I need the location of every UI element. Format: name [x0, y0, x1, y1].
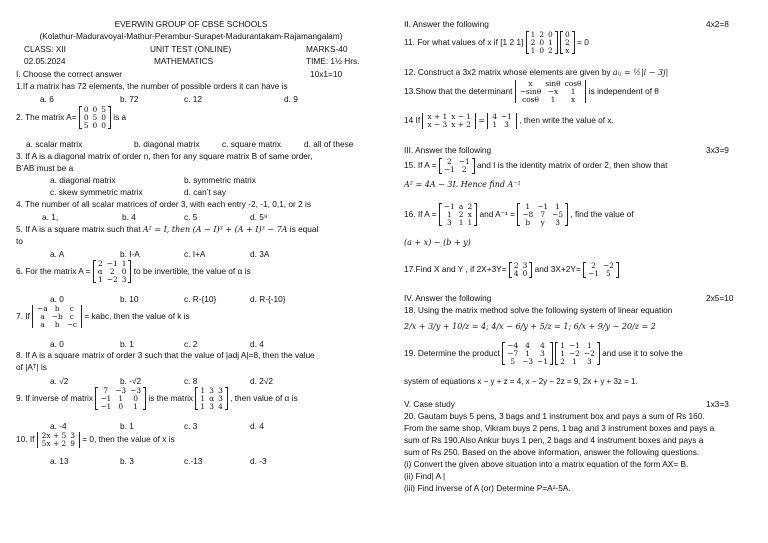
q16-line: [404, 203, 634, 226]
section-5-marks: 1x3=3: [706, 399, 729, 409]
q16-pre: 16. If A =: [404, 208, 437, 219]
q10-option-d: d. -3: [250, 456, 267, 466]
q6-option-c: c. R-{10}: [184, 294, 217, 304]
q4-text: 4. The number of all scalar matrices of order 3, with each entry -2, -1, 0,1, or 2 is: [16, 199, 311, 209]
section-2-title: II. Answer the following: [404, 19, 489, 29]
q20-line3: sum of Rs 190.Also Ankur buys 1 pen, 2 bags and 4 instrument boxes and pays a: [404, 435, 704, 445]
q2-pre: 2. The matrix A=: [16, 111, 77, 122]
q17-matrix-2: 2 −2 −1 5: [583, 262, 619, 278]
q10-post: = 0, then the value of x is: [82, 433, 175, 444]
q9-post: , then value of α is: [230, 392, 298, 403]
q11-post: = 0: [577, 36, 589, 47]
q3-line2: B’AB must be a: [16, 163, 74, 173]
q2-option-d: d. all of these: [304, 139, 354, 149]
q2-option-c: c. square matrix: [222, 139, 282, 149]
q6-post: to be invertible, the value of α is: [133, 265, 251, 276]
q17-matrix-1: 2 3 4 0: [509, 262, 532, 278]
q7-option-a: a. 0: [50, 339, 64, 349]
q5-post: is equal: [289, 224, 319, 234]
q20-part-iii: (iii) Find inverse of A (or) Determine P=A²-5A.: [404, 483, 571, 493]
school-name: EVERWIN GROUP OF CBSE SCHOOLS: [114, 19, 268, 29]
q9-option-b: b. 1: [120, 421, 134, 431]
q12-math: aᵢⱼ = ½|i − 3j|: [612, 68, 669, 77]
q15-post: and I is the identity matrix of order 2, then show that: [476, 159, 668, 170]
q4-option-a: a. 1,: [42, 212, 59, 222]
q6-line: [16, 260, 251, 283]
q14-determinant-2: 4 −1 1 3: [487, 113, 517, 129]
q7-option-b: b. 1: [120, 339, 134, 349]
q15-line2: A² = 4A − 3I. Hence find A⁻¹: [404, 180, 521, 189]
q6-matrix: 2 −1 1 α 2 0 1 −2 3: [93, 260, 132, 283]
q16-mid: and A⁻¹ =: [479, 208, 515, 219]
q18-equations: 2/x + 3/y + 10/z = 4; 4/x − 6/y + 5/z = 1; 6/x + 9/y − 20/z = 2: [404, 322, 656, 331]
q11-pre: 11. For what values of x if [1 2 1]: [404, 36, 524, 47]
q14-determinant-1: x + 1 x − 1 x − 3 x + 2: [422, 113, 476, 129]
q20-line2: From the same shop, Vikram buys 2 pens, 1 bag and 3 instrument boxes and pays a: [404, 423, 715, 433]
section-3-title: III. Answer the following: [404, 145, 492, 155]
q11-vector: 0 2 x: [560, 31, 575, 54]
q17-pre: 17.Find X and Y , if 2X+3Y=: [404, 263, 507, 274]
q3-line1: 3. If A is a diagonal matrix of order n, then for any square matrix B of same order,: [16, 151, 313, 161]
q19-matrix-1: −4 4 4 −7 1 3 5 −3 −1: [502, 342, 553, 365]
q9-matrix-1: 7 −3 −3 −1 1 0 −1 0 1: [95, 387, 146, 410]
q5-option-d: d. 3A: [250, 249, 270, 259]
section-5-title: V. Case study: [404, 399, 455, 409]
q17-mid: and 3X+2Y=: [534, 263, 581, 274]
q3-option-d: d. can’t say: [184, 187, 226, 197]
q9-matrix-2: 1 3 3 1 α 3 1 3 4: [195, 387, 227, 410]
q20-line1: 20. Gautam buys 5 pens, 3 bags and 1 instrument box and pays a sum of Rs 160.: [404, 411, 705, 421]
test-label: UNIT TEST (ONLINE): [150, 44, 232, 54]
q5-option-b: b. I-A: [120, 249, 140, 259]
date-label: 02.05.2024: [24, 56, 66, 66]
q12-text: 12. Construct a 3x2 matrix whose elements are given by: [404, 67, 611, 77]
q19-line: [404, 342, 683, 365]
q1-option-c: c. 12: [184, 94, 202, 104]
section-4-title: IV. Answer the following: [404, 293, 492, 303]
q8-line2: of |Aᵀ| is: [16, 362, 47, 372]
q16-line2: (a + x) − (b + y): [404, 238, 471, 247]
q15-matrix: 2 −1 −1 2: [439, 158, 475, 174]
q9-option-d: d. 4: [250, 421, 264, 431]
q11-line: [404, 31, 589, 54]
q4-option-d: d. 5⁹: [250, 212, 268, 222]
time-label: TIME: 1½ Hrs.: [306, 56, 360, 66]
q10-line: [16, 432, 175, 448]
q1-option-a: a. 6: [40, 94, 54, 104]
q10-determinant: 2x + 5 3 5x + 2 9: [37, 432, 80, 448]
q13-post: is independent of θ: [588, 85, 659, 96]
q6-pre: 6. For the matrix A =: [16, 265, 91, 276]
section-4-marks: 2x5=10: [706, 293, 734, 303]
branch-list: (Kolathur-Maduravoyal-Mathur-Perambur-Surapet-Madurantakam-Rajamangalam): [39, 31, 343, 41]
q19-line2: system of equations x − y + z = 4, x − 2y − 2z = 9, 2x + y + 3z = 1.: [404, 377, 638, 386]
q6-option-b: b. 10: [120, 294, 139, 304]
q9-pre: 9. If inverse of matrix: [16, 392, 94, 403]
marks-label: MARKS-40: [306, 44, 348, 54]
q1-text: 1.If a matrix has 72 elements, the number of possible orders it can have is: [16, 81, 288, 91]
q8-option-a: a. √2: [50, 376, 69, 386]
q5-pre: 5. If A is a square matrix such that: [16, 224, 141, 234]
section-1-title: I. Choose the correct answer: [16, 69, 123, 79]
q5-line1: [16, 225, 318, 235]
q17-line: [404, 262, 619, 278]
q20-part-i: (i) Convert the given above situation into a matrix equation of the form AX= B.: [404, 459, 689, 469]
class-label: CLASS: XII: [24, 44, 66, 54]
q2-matrix: 0 0 5 0 5 0 5 0 0: [79, 106, 111, 129]
q8-option-d: d. 2√2: [250, 376, 274, 386]
q2-line: [16, 106, 126, 129]
q8-option-c: c. 8: [184, 376, 198, 386]
q14-line: 14 If x + 1 x − 1 x − 3 x + 2 = 4 −1 1 3 , then write the value of x.: [404, 112, 614, 129]
q4-option-b: b. 4: [122, 212, 136, 222]
q8-line1: 8. If A is a square matrix of order 3 such that the value of |adj A|=8, then the value: [16, 350, 315, 360]
q9-mid: is the matrix: [148, 392, 194, 403]
q14-post: , then write the value of x.: [519, 114, 614, 125]
q1-option-b: b. 72: [120, 94, 139, 104]
q7-line: [16, 305, 190, 328]
q2-option-b: b. diagonal matrix: [134, 139, 200, 149]
q5-line2: to: [16, 236, 23, 246]
q10-option-b: b. 3: [120, 456, 134, 466]
subject-label: MATHEMATICS: [154, 56, 214, 66]
q3-option-c: c. skew symmetric matrix: [50, 187, 143, 197]
q16-matrix-a: −1 a 2 1 2 x 3 1 1: [439, 203, 477, 226]
q5-option-c: c. I+A: [184, 249, 206, 259]
q3-option-b: b. symmetric matrix: [184, 175, 256, 185]
q5-math: A² = I, then (A − I)³ + (A + I)³ − 7A: [142, 225, 288, 234]
q7-determinant: −a b c a −b c a b −c: [32, 305, 82, 328]
q16-matrix-inverse: 1 −1 1 −8 7 −5 b y 3: [517, 203, 568, 226]
q12-line: [404, 68, 668, 78]
q16-post: , find the value of: [570, 208, 634, 219]
q19-pre: 19. Determine the product: [404, 347, 500, 358]
q8-option-b: b. -√2: [120, 376, 142, 386]
q13-pre: 13.Show that the determinant: [404, 85, 513, 96]
q19-matrix-2: 1 −1 1 1 −2 −2 2 1 3: [555, 342, 600, 365]
q10-pre: 10. If: [16, 433, 35, 444]
q20-line4: sum of Rs 250. Based on the above information, answer the following questions.: [404, 447, 700, 457]
q4-option-c: c. 5: [184, 212, 198, 222]
q10-option-a: a. 13: [50, 456, 69, 466]
q13-line: [404, 80, 659, 103]
q13-determinant: x sinθ cosθ −sinθ −x 1 cosθ 1 x: [515, 80, 587, 103]
q7-option-c: c. 2: [184, 339, 198, 349]
q6-option-a: a. 0: [50, 294, 64, 304]
q1-option-d: d. 9: [284, 94, 298, 104]
section-3-marks: 3x3=9: [706, 145, 729, 155]
q19-post: and use it to solve the: [602, 347, 683, 358]
q15-pre: 15. If A =: [404, 159, 437, 170]
q9-line: [16, 387, 298, 410]
section-1-marks: 10x1=10: [310, 69, 343, 79]
q7-pre: 7. If: [16, 310, 30, 321]
q9-option-c: c. 3: [184, 421, 198, 431]
q6-option-d: d. R-{-10}: [250, 294, 286, 304]
q10-option-c: c.-13: [184, 456, 203, 466]
q15-line: [404, 158, 667, 174]
q2-post: is a: [113, 111, 127, 122]
q7-option-d: d. 4: [250, 339, 264, 349]
q2-option-a: a. scalar matrix: [26, 139, 83, 149]
q5-option-a: a. A: [50, 249, 65, 259]
q18-line1: 18. Using the matrix method solve the following system of linear equation: [404, 305, 673, 315]
q11-matrix: 1 2 0 2 0 1 1 0 2: [526, 31, 558, 54]
q20-part-ii: (ii) Find| A |: [404, 471, 446, 481]
q7-post: = kabc, then the value of k is: [84, 310, 190, 321]
q9-option-a: a. -4: [50, 421, 67, 431]
section-2-marks: 4x2=8: [706, 19, 729, 29]
q3-option-a: a. diagonal matrix: [50, 175, 116, 185]
q14-pre: 14 If: [404, 114, 421, 125]
